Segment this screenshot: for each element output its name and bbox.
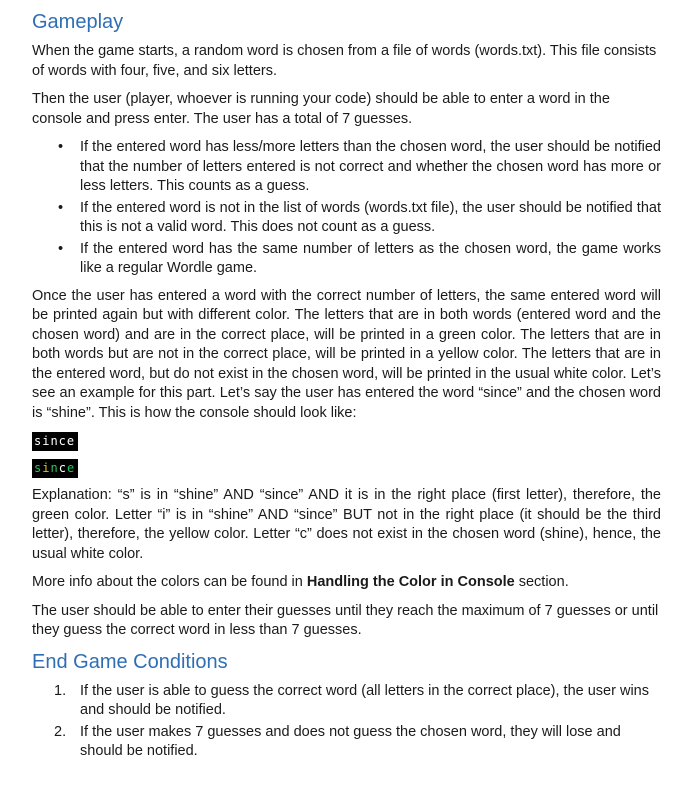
bullet-icon: • <box>58 240 64 257</box>
console-example <box>32 432 661 486</box>
console-letter: n <box>50 461 59 475</box>
bullet-icon: • <box>58 199 64 216</box>
list-item-text: If the user makes 7 guesses and does not guess the chosen word, they will lose and should be notified. <box>80 723 621 759</box>
end-game-list <box>32 682 661 762</box>
section-reference: Handling the Color in Console <box>306 574 515 590</box>
list-item-text: If the entered word is not in the list of words (words.txt file), the user should be notified that this is not a valid word. This does not count as a guess. <box>80 199 661 235</box>
gameplay-paragraph-1: When the game starts, a random word is chosen from a file of words (words.txt). This file consists of words with four, five, and six letters. <box>32 43 657 79</box>
list-item-text: If the entered word has the same number of letters as the chosen word, the game works like a regular Wordle game. <box>80 240 661 276</box>
list-number: 1. <box>54 682 67 699</box>
paragraph-text: More info about the colors can be found in <box>32 574 307 590</box>
list-number: 2. <box>54 723 67 740</box>
gameplay-heading: Gameplay <box>32 11 124 33</box>
gameplay-paragraph-6: The user should be able to enter their guesses until they reach the maximum of 7 guesses or until they guess the correct word in less than 7 guesses. <box>32 602 659 638</box>
console-letter: c <box>58 461 67 475</box>
gameplay-paragraph-5 <box>32 573 661 593</box>
list-item-text: If the user is able to guess the correct word (all letters in the correct place), the user wins and should be notified. <box>80 682 649 718</box>
list-item <box>32 682 661 721</box>
paragraph-text: section. <box>514 574 569 590</box>
list-item-text: If the entered word has less/more letters than the chosen word, the user should be notified that the number of letters entered is not correct and whether the chosen word has more or less letters. This counts as a guess. <box>80 139 661 194</box>
list-item <box>32 240 661 279</box>
list-item <box>32 199 661 238</box>
console-line-plain: since <box>32 432 78 451</box>
gameplay-paragraph-4: Explanation: “s” is in “shine” AND “since” AND it is in the right place (first letter), therefore, the green color. Letter “i” is in “shine” AND “since” BUT not in the right place (it should be the third letter), therefore, the yellow color. Letter “c” does not exist in the chosen word (shine), hence, the usual white color. <box>32 487 661 562</box>
gameplay-paragraph-3: Once the user has entered a word with the correct number of letters, the same entered word will be printed again but with different color. The letters that are in both words (entered word and the chosen word) and are in the correct place, will be printed in a green color. The letters that are in both words but are not in the correct place, will be printed in a yellow color. The letters that are in the entered word, but do not exist in the chosen word, will be printed in the usual white color. Let’s see an example for this part. Let’s say the user has entered the word “since” and the chosen word is “shine”. This is how the console should look like: <box>32 287 661 421</box>
console-letter: s <box>34 461 43 475</box>
list-item <box>32 138 661 197</box>
console-line-colored <box>32 459 78 478</box>
end-game-heading: End Game Conditions <box>32 650 228 673</box>
rules-bullet-list <box>32 138 661 279</box>
list-item <box>32 723 661 762</box>
console-letter: i <box>42 461 51 475</box>
gameplay-paragraph-2: Then the user (player, whoever is running your code) should be able to enter a word in the console and press enter. The user has a total of 7 guesses. <box>32 91 610 127</box>
console-letter: e <box>66 461 76 475</box>
bullet-icon: • <box>58 139 64 155</box>
